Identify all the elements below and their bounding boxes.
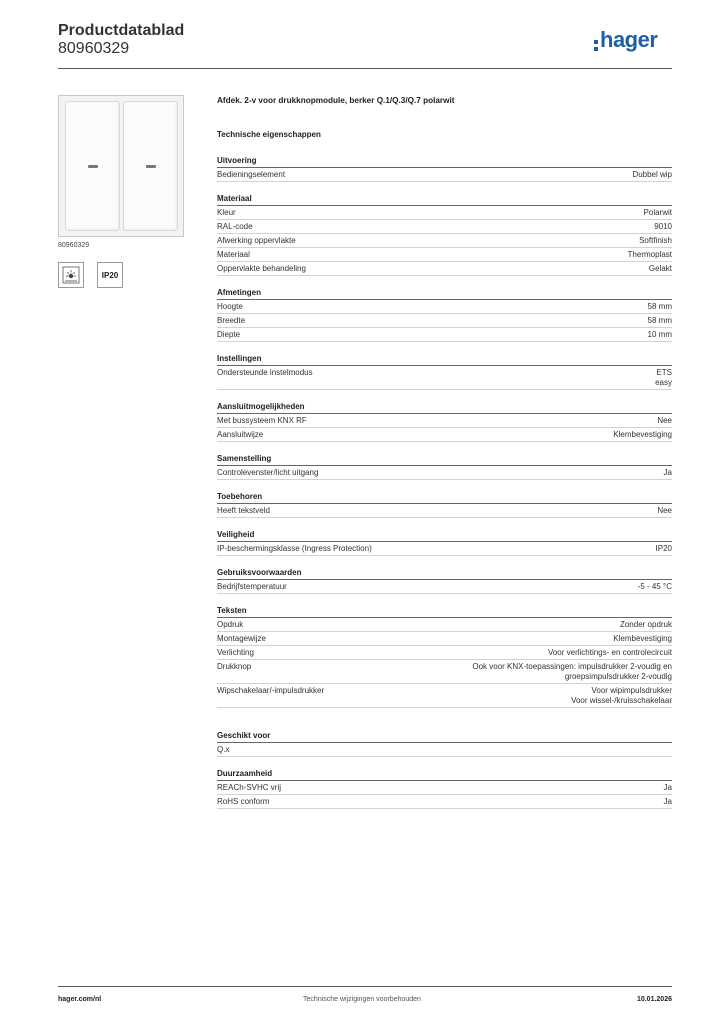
section-title: Veiligheid xyxy=(217,530,672,542)
footer-divider xyxy=(58,986,672,987)
spec-label: Kleur xyxy=(217,207,236,217)
spec-label: Ondersteunde instelmodus xyxy=(217,367,313,377)
spec-section xyxy=(217,568,672,594)
spec-content xyxy=(217,95,672,821)
section-title: Materiaal xyxy=(217,194,672,206)
spec-row xyxy=(217,781,672,795)
spec-value: Nee xyxy=(657,505,672,515)
spec-row xyxy=(217,660,672,684)
section-title: Uitvoering xyxy=(217,156,672,168)
spec-row xyxy=(217,580,672,594)
spec-section xyxy=(217,156,672,182)
product-image xyxy=(58,95,184,237)
spec-section xyxy=(217,769,672,809)
spec-value: IP20 xyxy=(655,543,672,553)
right-rocker xyxy=(123,101,178,231)
logo-dots-icon xyxy=(594,40,598,44)
spec-label: Bedrijfstemperatuur xyxy=(217,581,287,591)
spec-row xyxy=(217,466,672,480)
spec-value: 9010 xyxy=(654,221,672,231)
spec-section xyxy=(217,731,672,757)
spec-label: REACh-SVHC vrij xyxy=(217,782,282,792)
spec-value: Voor verlichtings- en controlecircuit xyxy=(547,647,672,657)
spec-sections xyxy=(217,156,672,708)
spec-label: Wipschakelaar/-impulsdrukker xyxy=(217,685,325,695)
spec-value: Zonder opdruk xyxy=(619,619,672,629)
spec-value: 58 mm xyxy=(647,315,672,325)
spec-row xyxy=(217,428,672,442)
ip20-badge xyxy=(97,262,123,288)
spec-section xyxy=(217,492,672,518)
section-title: Duurzaamheid xyxy=(217,769,672,781)
spec-row xyxy=(217,632,672,646)
section-title: Geschikt voor xyxy=(217,731,672,743)
section-title: Instellingen xyxy=(217,354,672,366)
spec-label: Met bussysteem KNX RF xyxy=(217,415,307,425)
spec-value: Dubbel wip xyxy=(632,169,672,179)
spec-value: ETS easy xyxy=(655,367,672,387)
page-title: Productdatablad xyxy=(58,22,185,39)
spec-label: Opdruk xyxy=(217,619,244,629)
section-title: Toebehoren xyxy=(217,492,672,504)
spec-section xyxy=(217,454,672,480)
spec-row xyxy=(217,328,672,342)
header-divider xyxy=(58,68,672,69)
spec-row xyxy=(217,262,672,276)
spec-row xyxy=(217,795,672,809)
hager-logo xyxy=(594,28,657,52)
spec-value: Voor wipimpulsdrukker Voor wissel-/kruisschakelaar xyxy=(571,685,672,705)
spec-section xyxy=(217,402,672,442)
spec-label: Breedte xyxy=(217,315,246,325)
spec-label: Heeft tekstveld xyxy=(217,505,270,515)
spec-value: Softfinish xyxy=(639,235,672,245)
indicator-window xyxy=(146,165,156,168)
section-title: Gebruiksvoorwaarden xyxy=(217,568,672,580)
spec-label: Controlevenster/licht uitgang xyxy=(217,467,319,477)
ip20-label: IP20 xyxy=(101,271,119,280)
spec-value: 58 mm xyxy=(647,301,672,311)
footer-disclaimer: Technische wijzigingen voorbehouden xyxy=(303,996,421,1003)
spec-value: Gelakt xyxy=(648,263,672,273)
spec-value: 10 mm xyxy=(647,329,672,339)
left-rocker xyxy=(65,101,120,231)
spec-value: Ook voor KNX-toepassingen: impulsdrukker 2-voudig en groepsimpulsdrukker 2-voudig xyxy=(472,661,672,681)
spec-row xyxy=(217,234,672,248)
section-title: Afmetingen xyxy=(217,288,672,300)
spec-label: Drukknop xyxy=(217,661,252,671)
section-title: Samenstelling xyxy=(217,454,672,466)
spec-row xyxy=(217,646,672,660)
spec-row xyxy=(217,743,672,757)
section-title: Teksten xyxy=(217,606,672,618)
technical-properties-heading: Technische eigenschappen xyxy=(217,130,321,139)
spec-row xyxy=(217,618,672,632)
spec-row xyxy=(217,542,672,556)
section-title: Aansluitmogelijkheden xyxy=(217,402,672,414)
spec-value: Ja xyxy=(663,796,672,806)
product-title: Afdek. 2-v voor drukknopmodule, berker Q.1/Q.3/Q.7 polarwit xyxy=(217,96,455,105)
spec-sections-extra xyxy=(217,731,672,809)
spec-label: Oppervlakte behandeling xyxy=(217,263,306,273)
spec-row xyxy=(217,206,672,220)
spec-value: -5 - 45 °C xyxy=(637,581,672,591)
spec-label: IP-beschermingsklasse (Ingress Protection) xyxy=(217,543,372,553)
product-number: 80960329 xyxy=(58,40,130,57)
spec-value: Polarwit xyxy=(643,207,672,217)
spacer xyxy=(217,720,672,731)
spec-row xyxy=(217,684,672,708)
spec-label: Diepte xyxy=(217,329,241,339)
spec-value: Ja xyxy=(663,467,672,477)
spec-row xyxy=(217,300,672,314)
spec-section xyxy=(217,288,672,342)
spec-label: Q.x xyxy=(217,744,230,754)
spec-value: Klembevestiging xyxy=(613,429,672,439)
spec-label: RAL-code xyxy=(217,221,253,231)
spec-value: Nee xyxy=(657,415,672,425)
spec-label: Montagewijze xyxy=(217,633,266,643)
footer-date: 10.01.2026 xyxy=(636,996,672,1003)
spec-section xyxy=(217,194,672,276)
spec-row xyxy=(217,366,672,390)
spec-value: Thermoplast xyxy=(627,249,672,259)
light-indicator-icon xyxy=(58,262,84,288)
spec-label: Materiaal xyxy=(217,249,250,259)
spec-label: Bedieningselement xyxy=(217,169,286,179)
spec-label: Hoogte xyxy=(217,301,243,311)
spec-row xyxy=(217,414,672,428)
spec-section xyxy=(217,530,672,556)
spec-value: Klembevestiging xyxy=(613,633,672,643)
spec-row xyxy=(217,504,672,518)
spec-value: Ja xyxy=(663,782,672,792)
spec-label: Aansluitwijze xyxy=(217,429,264,439)
logo-text: hager xyxy=(600,27,658,52)
spec-row xyxy=(217,220,672,234)
spec-section xyxy=(217,606,672,708)
footer-website: hager.com/nl xyxy=(58,996,102,1003)
image-caption: 80960329 xyxy=(58,242,90,249)
spec-label: Afwerking oppervlakte xyxy=(217,235,296,245)
spec-label: RoHS conform xyxy=(217,796,270,806)
spec-row xyxy=(217,168,672,182)
spec-label: Verlichting xyxy=(217,647,254,657)
spec-section xyxy=(217,354,672,390)
spec-row xyxy=(217,248,672,262)
spec-row xyxy=(217,314,672,328)
indicator-window xyxy=(88,165,98,168)
